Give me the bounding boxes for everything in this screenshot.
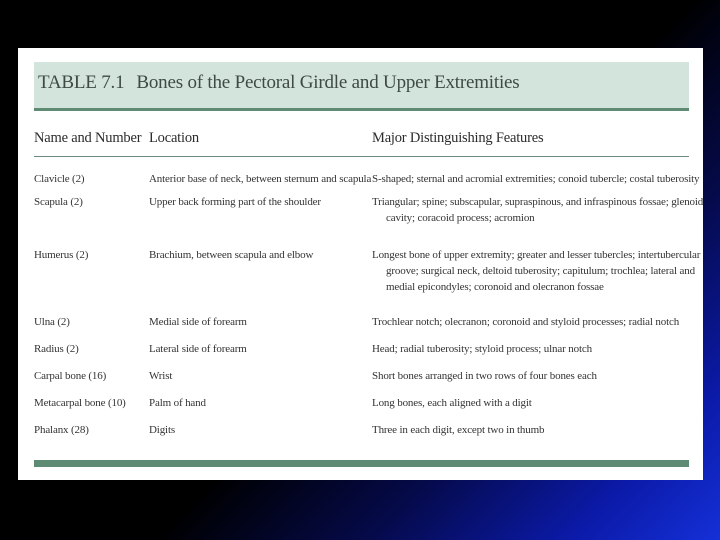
header-rule	[34, 156, 689, 157]
feature-line: Short bones arranged in two rows of four bones each	[372, 370, 597, 382]
row-name: Carpal bone (16)	[34, 370, 107, 382]
row-name: Humerus (2)	[34, 249, 89, 261]
feature-line: Three in each digit, except two in thumb	[372, 424, 545, 436]
row-location: Medial side of forearm	[149, 316, 247, 328]
row-name: Ulna (2)	[34, 316, 70, 328]
feature-line: Trochlear notch; olecranon; coronoid and styloid processes; radial notch	[372, 316, 680, 328]
header-features: Major Distinguishing Features	[372, 130, 544, 146]
row-location: Lateral side of forearm	[149, 343, 247, 355]
row-features	[372, 314, 690, 330]
row-features	[372, 171, 700, 187]
header-name: Name and Number	[34, 130, 142, 146]
table-title-text: Bones of the Pectoral Girdle and Upper Extremities	[136, 72, 520, 93]
row-location: Palm of hand	[149, 397, 206, 409]
title-rule	[34, 108, 689, 111]
feature-line: Head; radial tuberosity; styloid process; ulnar notch	[372, 343, 592, 355]
feature-line: groove; surgical neck, deltoid tuberosity; capitulum; trochlea; lateral and	[386, 265, 695, 277]
feature-line: cavity; coracoid process; acromion	[386, 212, 535, 224]
row-location: Brachium, between scapula and elbow	[149, 249, 314, 261]
row-features	[372, 422, 690, 438]
row-location: Wrist	[149, 370, 173, 382]
feature-line: Longest bone of upper extremity; greater and lesser tubercles; intertubercular	[372, 249, 701, 261]
row-name: Radius (2)	[34, 343, 79, 355]
header-location: Location	[149, 130, 199, 146]
row-features	[372, 194, 704, 226]
row-location: Upper back forming part of the shoulder	[149, 196, 321, 208]
table-panel	[18, 48, 703, 480]
row-location: Anterior base of neck, between sternum and scapula	[149, 173, 372, 185]
feature-line: S-shaped; sternal and acromial extremities; conoid tubercle; costal tuberosity	[372, 173, 700, 185]
feature-line: Triangular; spine; subscapular, supraspinous, and infraspinous fossae; glenoid	[372, 196, 704, 208]
row-features	[372, 341, 690, 357]
row-location: Digits	[149, 424, 175, 436]
bottom-rule	[34, 460, 689, 467]
row-features	[372, 368, 690, 384]
row-name: Metacarpal bone (10)	[34, 397, 126, 409]
row-name: Scapula (2)	[34, 196, 83, 208]
row-features	[372, 395, 690, 411]
table-title-band	[34, 62, 689, 108]
table-title	[38, 72, 519, 94]
row-name: Phalanx (28)	[34, 424, 89, 436]
feature-line: medial epicondyles; coronoid and olecranon fossae	[386, 281, 604, 293]
row-name: Clavicle (2)	[34, 173, 85, 185]
table-number: TABLE 7.1	[38, 72, 125, 93]
feature-line: Long bones, each aligned with a digit	[372, 397, 532, 409]
row-features	[372, 247, 701, 295]
